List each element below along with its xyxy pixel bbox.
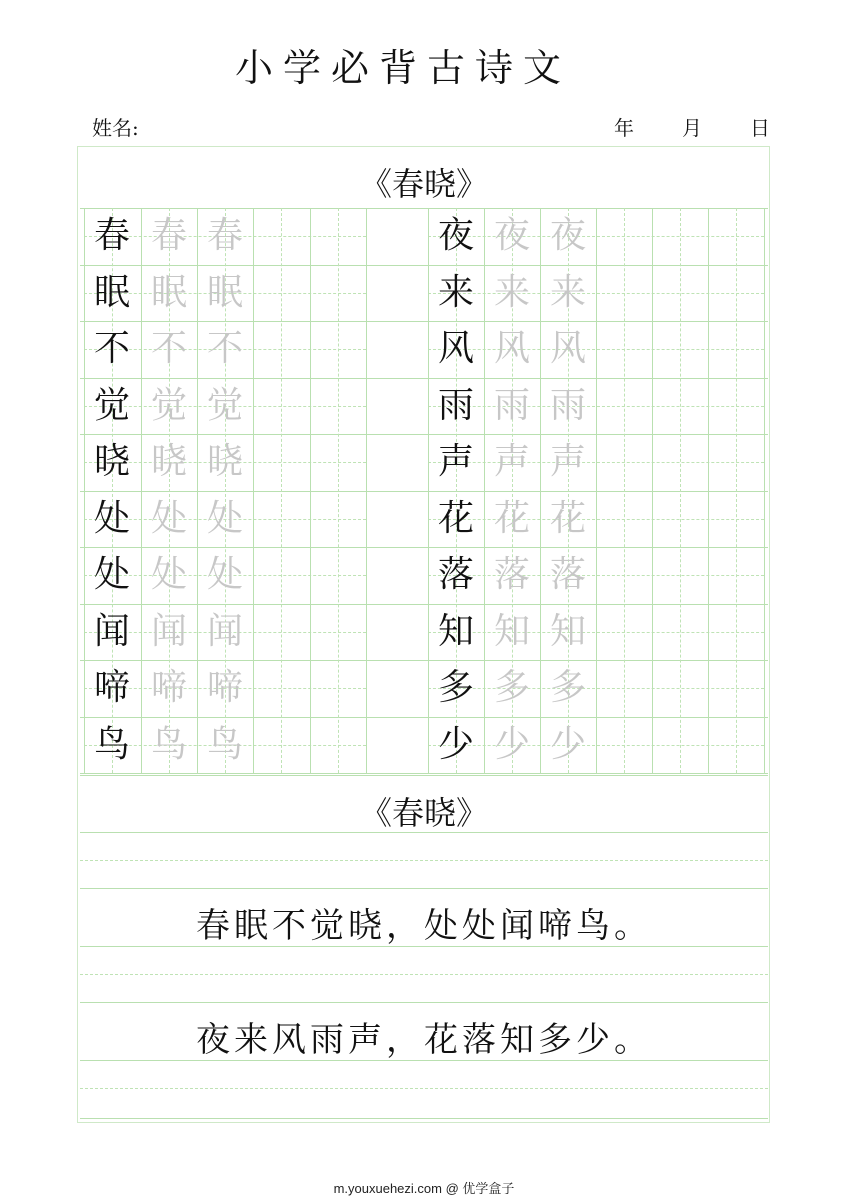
trace-character: 啼	[206, 667, 243, 708]
model-character: 处	[93, 497, 130, 539]
trace-character: 风	[549, 328, 586, 369]
trace-character: 少	[549, 723, 586, 765]
trace-character: 花	[549, 497, 586, 539]
trace-character: 不	[150, 328, 187, 369]
model-character: 风	[437, 328, 474, 369]
trace-character: 少	[493, 723, 530, 765]
trace-character: 春	[150, 215, 187, 256]
model-character: 落	[437, 554, 474, 595]
trace-character: 晓	[150, 441, 187, 482]
trace-character: 雨	[549, 384, 586, 426]
month-label: 月	[682, 116, 702, 140]
trace-character: 觉	[206, 384, 243, 426]
model-character: 闻	[93, 610, 130, 652]
model-character: 不	[93, 328, 130, 369]
header-row	[80, 113, 770, 143]
date-labels	[614, 113, 770, 143]
trace-character: 不	[206, 328, 243, 369]
poem-title: 《春晓》	[359, 165, 488, 203]
grid-column-line	[708, 208, 709, 773]
copy-mid-dash	[80, 1088, 768, 1089]
trace-character: 雨	[493, 384, 530, 426]
model-character: 少	[437, 723, 474, 765]
grid-column-line	[764, 208, 765, 773]
year-label: 年	[614, 116, 634, 140]
copy-row-line	[80, 888, 768, 889]
model-character: 啼	[93, 667, 130, 708]
grid-column-dash	[736, 208, 737, 773]
trace-character: 鸟	[150, 723, 187, 765]
trace-character: 眠	[150, 271, 187, 313]
copy-mid-dash	[80, 860, 768, 861]
grid-row-line	[80, 773, 768, 774]
model-character: 鸟	[93, 723, 130, 765]
trace-character: 来	[493, 271, 530, 313]
grid-column-line	[652, 208, 653, 773]
trace-character: 鸟	[206, 723, 243, 765]
model-character: 雨	[437, 384, 474, 426]
trace-character: 多	[549, 667, 586, 708]
trace-character: 风	[493, 328, 530, 369]
grid-column-dash	[338, 208, 339, 773]
grid-column-line	[310, 208, 311, 773]
trace-character: 落	[493, 554, 530, 595]
trace-character: 多	[493, 667, 530, 708]
model-character: 花	[437, 497, 474, 539]
grid-column-line	[366, 208, 367, 773]
trace-character: 花	[493, 497, 530, 539]
trace-character: 闻	[150, 610, 187, 652]
copy-row-line	[80, 1118, 768, 1119]
trace-character: 落	[549, 554, 586, 595]
model-character: 眠	[93, 271, 130, 313]
copy-section-title: 《春晓》	[359, 794, 488, 832]
day-label: 日	[750, 116, 770, 140]
model-character: 觉	[93, 384, 130, 426]
copy-mid-dash	[80, 974, 768, 975]
page-title: 小学必背古诗文	[234, 46, 571, 90]
trace-character: 处	[206, 497, 243, 539]
trace-character: 知	[493, 610, 530, 652]
trace-character: 知	[549, 610, 586, 652]
model-character: 知	[437, 610, 474, 652]
trace-character: 闻	[206, 610, 243, 652]
trace-character: 眠	[206, 271, 243, 313]
grid-column-line	[253, 208, 254, 773]
trace-character: 处	[150, 497, 187, 539]
trace-character: 声	[493, 441, 530, 482]
grid-column-line	[596, 208, 597, 773]
copy-row-line	[80, 1002, 768, 1003]
model-character: 春	[93, 215, 130, 256]
copy-row-line	[80, 775, 768, 776]
trace-character: 晓	[206, 441, 243, 482]
grid-column-dash	[281, 208, 282, 773]
model-character: 多	[437, 667, 474, 708]
trace-character: 处	[206, 554, 243, 595]
trace-character: 春	[206, 215, 243, 256]
grid-column-dash	[624, 208, 625, 773]
trace-character: 声	[549, 441, 586, 482]
trace-character: 夜	[549, 215, 586, 256]
name-label: 姓名:	[92, 116, 139, 140]
verse-line-1: 春眠不觉晓，处处闻啼鸟。	[196, 906, 652, 946]
trace-character: 来	[549, 271, 586, 313]
trace-character: 夜	[493, 215, 530, 256]
trace-character: 啼	[150, 667, 187, 708]
grid-column-dash	[680, 208, 681, 773]
model-character: 夜	[437, 215, 474, 256]
trace-character: 处	[150, 554, 187, 595]
model-character: 声	[437, 441, 474, 482]
footer-credit: m.youxuehezi.com @ 优学盒子	[333, 1181, 515, 1196]
model-character: 处	[93, 554, 130, 595]
trace-character: 觉	[150, 384, 187, 426]
model-character: 来	[437, 271, 474, 313]
verse-line-2: 夜来风雨声，花落知多少。	[196, 1020, 652, 1060]
model-character: 晓	[93, 441, 130, 482]
